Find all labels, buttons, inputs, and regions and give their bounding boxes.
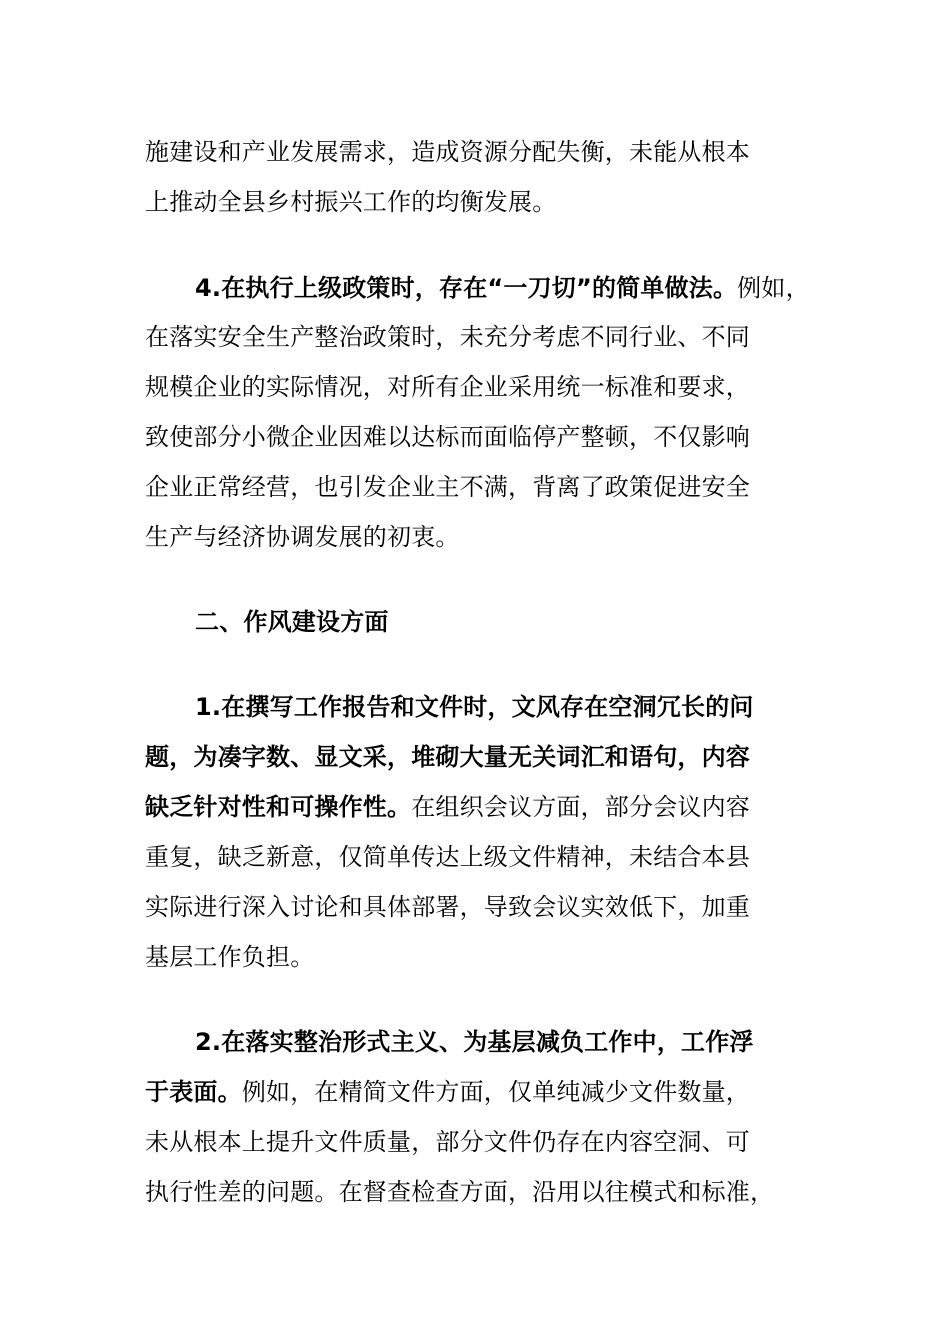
paragraph-1-bold-line: 1.在撰写工作报告和文件时，文风存在空洞冗长的问	[195, 693, 754, 721]
paragraph-4-bold-lead: 4.在执行上级政策时，存在“一刀切”的简单做法。	[195, 274, 738, 302]
paragraph-2-bold-line: 2.在落实整治形式主义、为基层减负工作中，工作浮	[195, 1028, 754, 1056]
paragraph-1-rest: 在组织会议方面，部分会议内容	[411, 793, 751, 821]
paragraph-1-mixed-line	[145, 792, 750, 822]
paragraph-2-bold-tail: 于表面。	[145, 1078, 242, 1106]
body-text-line: 企业正常经营，也引发企业主不满，背离了政策促进安全	[145, 473, 750, 501]
paragraph-2-mixed-line	[145, 1077, 750, 1107]
section-heading: 二、作风建设方面	[195, 608, 389, 636]
paragraph-4-rest: 例如，	[737, 274, 810, 302]
body-text-line: 基层工作负担。	[145, 943, 315, 971]
paragraph-1-bold-line: 题，为凑字数、显文采，堆砌大量无关词汇和语句，内容	[145, 743, 750, 771]
body-text-line: 未从根本上提升文件质量，部分文件仍存在内容空洞、可	[145, 1128, 750, 1156]
body-text-line: 生产与经济协调发展的初衷。	[145, 523, 460, 551]
body-text-line: 执行性差的问题。在督查检查方面，沿用以往模式和标准，	[145, 1178, 775, 1206]
body-text-line: 重复，缺乏新意，仅简单传达上级文件精神，未结合本县	[145, 843, 750, 871]
body-text-line: 在落实安全生产整治政策时，未充分考虑不同行业、不同	[145, 323, 750, 351]
body-text-line: 致使部分小微企业因难以达标而面临停产整顿，不仅影响	[145, 423, 750, 451]
body-text-line: 规模企业的实际情况，对所有企业采用统一标准和要求，	[145, 373, 750, 401]
paragraph-4-first-line	[195, 273, 810, 303]
paragraph-2-rest: 例如，在精简文件方面，仅单纯减少文件数量，	[241, 1078, 751, 1106]
body-text-line: 上推动全县乡村振兴工作的均衡发展。	[145, 188, 557, 216]
paragraph-1-bold-tail: 缺乏针对性和可操作性。	[145, 793, 412, 821]
body-text-line: 实际进行深入讨论和具体部署，导致会议实效低下，加重	[145, 893, 750, 921]
body-text-line: 施建设和产业发展需求，造成资源分配失衡，未能从根本	[145, 138, 750, 166]
